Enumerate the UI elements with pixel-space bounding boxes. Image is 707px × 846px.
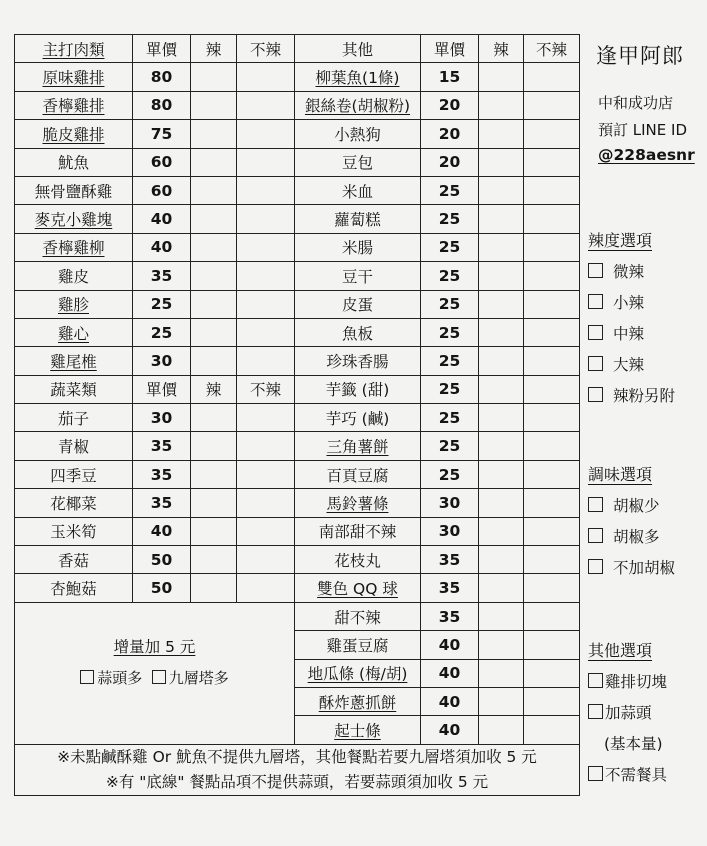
spicy-checkbox-cell[interactable] [479, 432, 524, 460]
spicy-checkbox-cell[interactable] [479, 233, 524, 261]
item-price: 35 [421, 574, 479, 602]
extra-box [15, 602, 295, 744]
not-spicy-checkbox-cell[interactable] [524, 205, 580, 233]
other-option-3[interactable] [588, 763, 702, 785]
checkbox-icon[interactable] [588, 528, 603, 543]
note-line: ※有 "底線" 餐點品項不提供蒜頭，若要蒜頭須加收 5 元 [105, 772, 489, 791]
header-spicy: 辣 [191, 35, 237, 63]
item-price: 50 [133, 574, 191, 602]
item-price: 75 [133, 120, 191, 148]
item-price: 25 [421, 318, 479, 346]
item-name: 豆包 [295, 148, 421, 176]
item-price: 40 [421, 631, 479, 659]
spicy-checkbox-cell[interactable] [479, 91, 524, 119]
spicy-checkbox-cell[interactable] [191, 460, 237, 488]
item-name: 四季豆 [15, 460, 133, 488]
spicy-checkbox-cell[interactable] [479, 574, 524, 602]
spicy-checkbox-cell[interactable] [191, 120, 237, 148]
spicy-checkbox-cell[interactable] [479, 716, 524, 744]
item-name: 芋籤 (甜) [295, 375, 421, 403]
item-name: 雞心 [15, 318, 133, 346]
not-spicy-checkbox-cell[interactable] [237, 404, 295, 432]
not-spicy-checkbox-cell[interactable] [524, 546, 580, 574]
store-branch: 中和成功店 [598, 94, 674, 112]
table-row [15, 347, 580, 375]
spicy-checkbox-cell[interactable] [191, 91, 237, 119]
reserve-label: 預訂 LINE ID [598, 121, 687, 139]
option-label: 微辣 [613, 263, 645, 281]
header-other: 其他 [295, 35, 421, 63]
item-name: 香檸雞排 [15, 91, 133, 119]
item-price: 40 [421, 659, 479, 687]
item-name: 柳葉魚(1條) [295, 63, 421, 91]
table-row [15, 546, 580, 574]
item-name: 麥克小雞塊 [15, 205, 133, 233]
item-name: 芋巧 (鹹) [295, 404, 421, 432]
not-spicy-checkbox-cell[interactable] [524, 631, 580, 659]
item-price: 20 [421, 120, 479, 148]
not-spicy-checkbox-cell[interactable] [237, 63, 295, 91]
spicy-checkbox-cell[interactable] [191, 574, 237, 602]
spicy-option-3[interactable] [588, 353, 702, 375]
notes-cell [15, 744, 580, 795]
checkbox-icon[interactable] [588, 294, 603, 309]
spicy-checkbox-cell[interactable] [479, 517, 524, 545]
spicy-checkbox-cell[interactable] [479, 120, 524, 148]
table-row [15, 375, 580, 403]
not-spicy-checkbox-cell[interactable] [237, 176, 295, 204]
option-label: (基本量) [604, 735, 663, 753]
not-spicy-checkbox-cell[interactable] [237, 432, 295, 460]
item-price: 35 [133, 489, 191, 517]
spicy-checkbox-cell[interactable] [191, 318, 237, 346]
item-name: 酥炸蔥抓餅 [295, 687, 421, 715]
not-spicy-checkbox-cell[interactable] [524, 233, 580, 261]
item-price: 25 [421, 205, 479, 233]
not-spicy-checkbox-cell[interactable] [524, 290, 580, 318]
checkbox-icon[interactable] [588, 263, 603, 278]
item-price: 25 [421, 460, 479, 488]
spicy-checkbox-cell[interactable] [191, 176, 237, 204]
not-spicy-checkbox-cell[interactable] [237, 91, 295, 119]
extra-opt-basil[interactable]: 九層塔多 [152, 669, 229, 687]
spicy-checkbox-cell[interactable] [479, 404, 524, 432]
item-price: 20 [421, 148, 479, 176]
spicy-checkbox-cell[interactable] [479, 602, 524, 630]
item-price: 40 [421, 716, 479, 744]
header-main-meat: 主打肉類 [15, 35, 133, 63]
not-spicy-checkbox-cell[interactable] [237, 233, 295, 261]
item-price: 25 [133, 290, 191, 318]
season-options [584, 462, 702, 578]
table-row [15, 318, 580, 346]
table-row [15, 63, 580, 91]
item-name: 三角薯餅 [295, 432, 421, 460]
checkbox-icon[interactable] [152, 670, 166, 684]
season-option-2[interactable] [588, 556, 702, 578]
option-label: 大辣 [613, 356, 645, 374]
option-label: 雞排切塊 [605, 673, 668, 691]
table-row [15, 460, 580, 488]
not-spicy-checkbox-cell[interactable] [237, 262, 295, 290]
item-name: 米血 [295, 176, 421, 204]
spicy-checkbox-cell[interactable] [191, 290, 237, 318]
item-price: 25 [421, 290, 479, 318]
spicy-checkbox-cell[interactable] [191, 148, 237, 176]
spicy-checkbox-cell[interactable] [191, 489, 237, 517]
not-spicy-checkbox-cell[interactable] [524, 517, 580, 545]
table-row [15, 574, 580, 602]
store-name: 逢甲阿郎 [596, 44, 684, 68]
spicy-checkbox-cell[interactable] [479, 205, 524, 233]
item-price: 25 [421, 404, 479, 432]
spicy-checkbox-cell[interactable] [479, 687, 524, 715]
option-label: 胡椒多 [613, 528, 660, 546]
item-price: 35 [421, 602, 479, 630]
spicy-checkbox-cell[interactable] [479, 262, 524, 290]
item-name: 杏鮑菇 [15, 574, 133, 602]
header-unit-price-veg: 單價 [133, 375, 191, 403]
spicy-checkbox-cell[interactable] [191, 63, 237, 91]
item-name: 銀絲卷(胡椒粉) [295, 91, 421, 119]
option-label: 小辣 [613, 294, 645, 312]
item-name: 魷魚 [15, 148, 133, 176]
table-row [15, 120, 580, 148]
option-label: 中辣 [613, 325, 645, 343]
not-spicy-checkbox-cell[interactable] [237, 517, 295, 545]
header-spicy-2: 辣 [479, 35, 524, 63]
item-name: 雞尾椎 [15, 347, 133, 375]
not-spicy-checkbox-cell[interactable] [524, 375, 580, 403]
item-name: 雞蛋豆腐 [295, 631, 421, 659]
item-price: 30 [133, 404, 191, 432]
extra-options [15, 667, 294, 688]
checkbox-icon[interactable] [80, 670, 94, 684]
not-spicy-checkbox-cell[interactable] [524, 404, 580, 432]
not-spicy-checkbox-cell[interactable] [237, 489, 295, 517]
spicy-checkbox-cell[interactable] [479, 290, 524, 318]
item-name: 蘿蔔糕 [295, 205, 421, 233]
not-spicy-checkbox-cell[interactable] [237, 318, 295, 346]
item-price: 50 [133, 546, 191, 574]
header-unit-price: 單價 [133, 35, 191, 63]
item-price: 25 [421, 375, 479, 403]
item-name: 雞胗 [15, 290, 133, 318]
header-not-spicy-veg: 不辣 [237, 375, 295, 403]
item-name: 原味雞排 [15, 63, 133, 91]
not-spicy-checkbox-cell[interactable] [524, 716, 580, 744]
not-spicy-checkbox-cell[interactable] [237, 546, 295, 574]
item-price: 40 [133, 205, 191, 233]
item-name: 茄子 [15, 404, 133, 432]
item-name: 香檸雞柳 [15, 233, 133, 261]
table-row [15, 91, 580, 119]
not-spicy-checkbox-cell[interactable] [524, 176, 580, 204]
option-label: 不加胡椒 [613, 559, 676, 577]
notes-row [15, 744, 580, 795]
extra-opt-garlic[interactable]: 蒜頭多 [80, 669, 142, 687]
table-row [15, 262, 580, 290]
other-option-2 [604, 732, 702, 754]
not-spicy-checkbox-cell[interactable] [524, 148, 580, 176]
checkbox-icon[interactable] [588, 559, 603, 574]
item-price: 35 [133, 262, 191, 290]
checkbox-icon[interactable] [588, 766, 603, 781]
other-option-0[interactable] [588, 670, 702, 692]
spicy-option-2[interactable] [588, 322, 702, 344]
item-name: 起士條 [295, 716, 421, 744]
spicy-checkbox-cell[interactable] [479, 489, 524, 517]
item-price: 80 [133, 91, 191, 119]
header-veg: 蔬菜類 [15, 375, 133, 403]
not-spicy-checkbox-cell[interactable] [524, 659, 580, 687]
item-price: 40 [133, 233, 191, 261]
not-spicy-checkbox-cell[interactable] [524, 574, 580, 602]
checkbox-icon[interactable] [588, 497, 603, 512]
item-name: 小熱狗 [295, 120, 421, 148]
item-name: 青椒 [15, 432, 133, 460]
table-row [15, 176, 580, 204]
not-spicy-checkbox-cell[interactable] [237, 290, 295, 318]
extra-title: 增量加 5 元 [113, 637, 196, 656]
spicy-checkbox-cell[interactable] [191, 404, 237, 432]
other-options [584, 638, 702, 785]
option-label: 不需餐具 [605, 766, 668, 784]
item-price: 40 [421, 687, 479, 715]
item-price: 30 [421, 517, 479, 545]
not-spicy-checkbox-cell[interactable] [524, 687, 580, 715]
item-name: 玉米筍 [15, 517, 133, 545]
item-price: 25 [421, 176, 479, 204]
item-name: 雞皮 [15, 262, 133, 290]
not-spicy-checkbox-cell[interactable] [237, 574, 295, 602]
note-line: ※未點鹹酥雞 Or 魷魚不提供九層塔，其他餐點若要九層塔須加收 5 元 [57, 747, 537, 766]
item-price: 35 [133, 432, 191, 460]
line-id: @228aesnr [598, 146, 695, 164]
item-name: 花枝丸 [295, 546, 421, 574]
not-spicy-checkbox-cell[interactable] [524, 347, 580, 375]
spicy-checkbox-cell[interactable] [479, 148, 524, 176]
item-price: 30 [421, 489, 479, 517]
season-option-1[interactable] [588, 525, 702, 547]
season-option-0[interactable] [588, 494, 702, 516]
side-panel [584, 34, 702, 785]
header-unit-price-2: 單價 [421, 35, 479, 63]
checkbox-icon[interactable] [588, 704, 603, 719]
item-price: 30 [133, 347, 191, 375]
not-spicy-checkbox-cell[interactable] [524, 63, 580, 91]
other-options-title: 其他選項 [588, 641, 653, 660]
item-price: 60 [133, 148, 191, 176]
option-label: 胡椒少 [613, 497, 660, 515]
item-price: 60 [133, 176, 191, 204]
item-name: 花椰菜 [15, 489, 133, 517]
item-price: 80 [133, 63, 191, 91]
checkbox-icon[interactable] [588, 325, 603, 340]
item-name: 馬鈴薯條 [295, 489, 421, 517]
season-options-title: 調味選項 [588, 465, 653, 484]
item-name: 南部甜不辣 [295, 517, 421, 545]
not-spicy-checkbox-cell[interactable] [524, 318, 580, 346]
not-spicy-checkbox-cell[interactable] [524, 120, 580, 148]
spicy-checkbox-cell[interactable] [191, 432, 237, 460]
item-price: 15 [421, 63, 479, 91]
not-spicy-checkbox-cell[interactable] [524, 460, 580, 488]
item-name: 米腸 [295, 233, 421, 261]
option-label: 加蒜頭 [605, 704, 652, 722]
spicy-options-title: 辣度選項 [588, 231, 653, 250]
header-spicy-veg: 辣 [191, 375, 237, 403]
item-name: 脆皮雞排 [15, 120, 133, 148]
header-row [15, 35, 580, 63]
option-label: 辣粉另附 [613, 387, 676, 405]
not-spicy-checkbox-cell[interactable] [237, 120, 295, 148]
not-spicy-checkbox-cell[interactable] [524, 91, 580, 119]
item-name: 雙色 QQ 球 [295, 574, 421, 602]
item-price: 25 [421, 432, 479, 460]
spicy-checkbox-cell[interactable] [479, 63, 524, 91]
spicy-checkbox-cell[interactable] [191, 233, 237, 261]
table-row [15, 432, 580, 460]
not-spicy-checkbox-cell[interactable] [237, 148, 295, 176]
item-price: 25 [421, 347, 479, 375]
not-spicy-checkbox-cell[interactable] [237, 205, 295, 233]
not-spicy-checkbox-cell[interactable] [237, 347, 295, 375]
spicy-checkbox-cell[interactable] [191, 517, 237, 545]
not-spicy-checkbox-cell[interactable] [524, 432, 580, 460]
checkbox-icon[interactable] [588, 356, 603, 371]
table-row [15, 233, 580, 261]
not-spicy-checkbox-cell[interactable] [524, 489, 580, 517]
checkbox-icon[interactable] [588, 673, 603, 688]
checkbox-icon[interactable] [588, 387, 603, 402]
spicy-checkbox-cell[interactable] [191, 205, 237, 233]
other-option-1[interactable] [588, 701, 702, 723]
menu-table [14, 34, 580, 796]
spicy-checkbox-cell[interactable] [479, 176, 524, 204]
table-row [15, 404, 580, 432]
spicy-option-1[interactable] [588, 291, 702, 313]
item-name: 甜不辣 [295, 602, 421, 630]
item-name: 魚板 [295, 318, 421, 346]
item-name: 豆干 [295, 262, 421, 290]
item-name: 香菇 [15, 546, 133, 574]
spicy-checkbox-cell[interactable] [479, 659, 524, 687]
spicy-option-0[interactable] [588, 260, 702, 282]
table-row [15, 517, 580, 545]
table-row [15, 602, 580, 630]
not-spicy-checkbox-cell[interactable] [237, 460, 295, 488]
item-price: 25 [421, 233, 479, 261]
spicy-checkbox-cell[interactable] [479, 318, 524, 346]
spicy-options [584, 228, 702, 406]
item-price: 40 [133, 517, 191, 545]
table-row [15, 205, 580, 233]
item-price: 20 [421, 91, 479, 119]
item-price: 35 [133, 460, 191, 488]
spicy-option-4[interactable] [588, 384, 702, 406]
table-row [15, 290, 580, 318]
spicy-checkbox-cell[interactable] [479, 631, 524, 659]
item-name: 地瓜條 (梅/胡) [295, 659, 421, 687]
table-row [15, 148, 580, 176]
item-name: 珍珠香腸 [295, 347, 421, 375]
header-not-spicy-2: 不辣 [524, 35, 580, 63]
not-spicy-checkbox-cell[interactable] [524, 602, 580, 630]
spicy-checkbox-cell[interactable] [479, 546, 524, 574]
item-name: 皮蛋 [295, 290, 421, 318]
item-price: 35 [421, 546, 479, 574]
spicy-checkbox-cell[interactable] [479, 375, 524, 403]
header-not-spicy: 不辣 [237, 35, 295, 63]
item-price: 25 [421, 262, 479, 290]
item-price: 25 [133, 318, 191, 346]
spicy-checkbox-cell[interactable] [479, 460, 524, 488]
spicy-checkbox-cell[interactable] [191, 347, 237, 375]
item-name: 百頁豆腐 [295, 460, 421, 488]
table-row [15, 489, 580, 517]
spicy-checkbox-cell[interactable] [479, 347, 524, 375]
item-name: 無骨鹽酥雞 [15, 176, 133, 204]
spicy-checkbox-cell[interactable] [191, 262, 237, 290]
spicy-checkbox-cell[interactable] [191, 546, 237, 574]
not-spicy-checkbox-cell[interactable] [524, 262, 580, 290]
